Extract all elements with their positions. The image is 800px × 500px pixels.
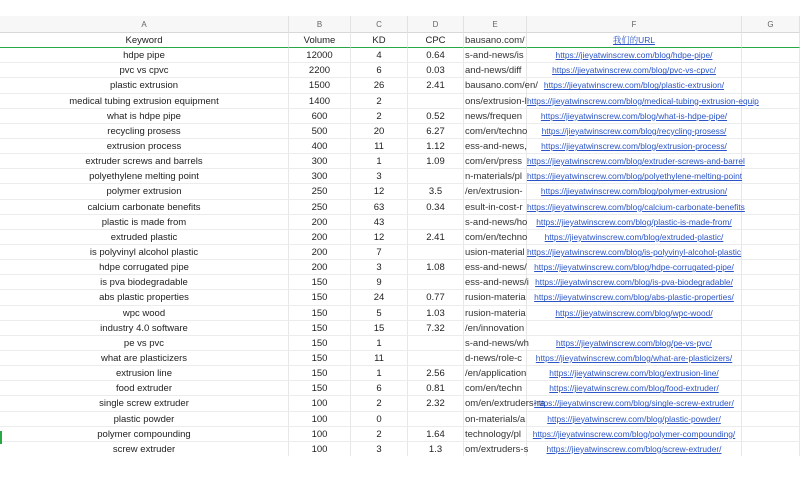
empty-cell[interactable] bbox=[742, 336, 800, 351]
keyword-cell[interactable]: polymer compounding bbox=[0, 427, 289, 442]
volume-cell[interactable]: 250 bbox=[289, 200, 351, 215]
empty-cell[interactable] bbox=[742, 396, 800, 411]
column-header-d[interactable]: D bbox=[408, 16, 464, 33]
keyword-cell[interactable]: extruder screws and barrels bbox=[0, 154, 289, 169]
keyword-cell[interactable]: extruded plastic bbox=[0, 230, 289, 245]
header-our-url[interactable]: 我们的URL bbox=[527, 33, 742, 48]
our-url-link[interactable]: https://jieyatwinscrew.com/blog/single-screw-extruder/ bbox=[527, 396, 742, 411]
volume-cell[interactable]: 150 bbox=[289, 351, 351, 366]
volume-cell[interactable]: 250 bbox=[289, 184, 351, 199]
our-url-link[interactable]: https://jieyatwinscrew.com/blog/plastic-is-made-from/ bbox=[527, 215, 742, 230]
column-header-c[interactable]: C bbox=[351, 16, 408, 33]
volume-cell[interactable]: 1400 bbox=[289, 94, 351, 109]
our-url-link[interactable]: https://jieyatwinscrew.com/blog/what-are-plasticizers/ bbox=[527, 351, 742, 366]
cpc-cell[interactable] bbox=[408, 169, 464, 184]
source-url-cell[interactable]: com/en/techn bbox=[464, 381, 527, 396]
kd-cell[interactable]: 7 bbox=[351, 245, 408, 260]
our-url-link[interactable]: https://jieyatwinscrew.com/blog/pvc-vs-cpvc/ bbox=[527, 63, 742, 78]
empty-cell[interactable] bbox=[742, 48, 800, 63]
volume-cell[interactable]: 200 bbox=[289, 230, 351, 245]
kd-cell[interactable]: 6 bbox=[351, 63, 408, 78]
source-url-cell[interactable]: technology/pl bbox=[464, 427, 527, 442]
source-url-cell[interactable]: /en/extrusion- bbox=[464, 184, 527, 199]
keyword-cell[interactable]: what is hdpe pipe bbox=[0, 109, 289, 124]
kd-cell[interactable]: 1 bbox=[351, 154, 408, 169]
kd-cell[interactable]: 0 bbox=[351, 412, 408, 427]
keyword-cell[interactable]: pe vs pvc bbox=[0, 336, 289, 351]
cpc-cell[interactable]: 2.41 bbox=[408, 78, 464, 93]
our-url-link[interactable]: https://jieyatwinscrew.com/blog/medical-tubing-extrusion-equip bbox=[527, 94, 742, 109]
cpc-cell[interactable]: 0.81 bbox=[408, 381, 464, 396]
volume-cell[interactable]: 150 bbox=[289, 366, 351, 381]
spreadsheet-grid bbox=[0, 16, 800, 457]
source-url-cell[interactable]: bausano.com/en/ bbox=[464, 78, 527, 93]
our-url-link[interactable]: https://jieyatwinscrew.com/blog/extruded-plastic/ bbox=[527, 230, 742, 245]
source-url-cell[interactable]: com/en/techno bbox=[464, 230, 527, 245]
blank-area bbox=[0, 456, 800, 500]
cpc-cell[interactable]: 0.34 bbox=[408, 200, 464, 215]
kd-cell[interactable]: 4 bbox=[351, 48, 408, 63]
kd-cell[interactable]: 1 bbox=[351, 366, 408, 381]
volume-cell[interactable]: 150 bbox=[289, 381, 351, 396]
empty-cell[interactable] bbox=[742, 109, 800, 124]
our-url-link[interactable]: https://jieyatwinscrew.com/blog/what-is-hdpe-pipe/ bbox=[527, 109, 742, 124]
empty-cell[interactable] bbox=[742, 215, 800, 230]
column-header-g[interactable]: G bbox=[742, 16, 800, 33]
empty-cell[interactable] bbox=[742, 427, 800, 442]
kd-cell[interactable]: 11 bbox=[351, 139, 408, 154]
our-url-link[interactable] bbox=[527, 321, 742, 336]
kd-cell[interactable]: 26 bbox=[351, 78, 408, 93]
our-url-link[interactable]: https://jieyatwinscrew.com/blog/polyethylene-melting-point bbox=[527, 169, 742, 184]
keyword-cell[interactable]: is pva biodegradable bbox=[0, 275, 289, 290]
cpc-cell[interactable] bbox=[408, 412, 464, 427]
header-kd[interactable]: KD bbox=[351, 33, 408, 48]
keyword-cell[interactable]: screw extruder bbox=[0, 442, 289, 457]
keyword-cell[interactable]: medical tubing extrusion equipment bbox=[0, 94, 289, 109]
empty-cell[interactable] bbox=[742, 78, 800, 93]
keyword-cell[interactable]: is polyvinyl alcohol plastic bbox=[0, 245, 289, 260]
volume-cell[interactable]: 300 bbox=[289, 154, 351, 169]
cpc-cell[interactable]: 2.41 bbox=[408, 230, 464, 245]
source-url-cell[interactable]: /en/application bbox=[464, 366, 527, 381]
cpc-cell[interactable] bbox=[408, 351, 464, 366]
volume-cell[interactable]: 100 bbox=[289, 412, 351, 427]
source-url-cell[interactable]: /en/innovation bbox=[464, 321, 527, 336]
empty-cell[interactable] bbox=[742, 200, 800, 215]
empty-cell[interactable] bbox=[742, 442, 800, 457]
row-selection-marker bbox=[0, 431, 2, 444]
our-url-link[interactable]: https://jieyatwinscrew.com/blog/extrusion-process/ bbox=[527, 139, 742, 154]
empty-cell[interactable] bbox=[742, 63, 800, 78]
volume-cell[interactable]: 2200 bbox=[289, 63, 351, 78]
our-url-link[interactable]: https://jieyatwinscrew.com/blog/plastic-extrusion/ bbox=[527, 78, 742, 93]
kd-cell[interactable]: 11 bbox=[351, 351, 408, 366]
cpc-cell[interactable] bbox=[408, 94, 464, 109]
source-url-cell[interactable]: s-and-news/is bbox=[464, 48, 527, 63]
source-url-cell[interactable]: on-materials/a bbox=[464, 412, 527, 427]
empty-cell[interactable] bbox=[742, 412, 800, 427]
kd-cell[interactable]: 2 bbox=[351, 427, 408, 442]
cpc-cell[interactable]: 1.09 bbox=[408, 154, 464, 169]
our-url-link[interactable]: https://jieyatwinscrew.com/blog/hdpe-corrugated-pipe/ bbox=[527, 260, 742, 275]
keyword-cell[interactable]: plastic powder bbox=[0, 412, 289, 427]
volume-cell[interactable]: 100 bbox=[289, 442, 351, 457]
our-url-link[interactable]: https://jieyatwinscrew.com/blog/calcium-carbonate-benefits bbox=[527, 200, 742, 215]
kd-cell[interactable]: 3 bbox=[351, 260, 408, 275]
volume-cell[interactable]: 100 bbox=[289, 427, 351, 442]
column-header-b[interactable]: B bbox=[289, 16, 351, 33]
cpc-cell[interactable]: 1.08 bbox=[408, 260, 464, 275]
our-url-link[interactable]: https://jieyatwinscrew.com/blog/extrusion-line/ bbox=[527, 366, 742, 381]
source-url-cell[interactable]: d-news/role-c bbox=[464, 351, 527, 366]
cpc-cell[interactable]: 1.03 bbox=[408, 306, 464, 321]
kd-cell[interactable]: 12 bbox=[351, 230, 408, 245]
our-url-link[interactable]: https://jieyatwinscrew.com/blog/hdpe-pipe/ bbox=[527, 48, 742, 63]
source-url-cell[interactable]: s-and-news/ho bbox=[464, 215, 527, 230]
kd-cell[interactable]: 15 bbox=[351, 321, 408, 336]
volume-cell[interactable]: 150 bbox=[289, 290, 351, 305]
our-url-link[interactable]: https://jieyatwinscrew.com/blog/wpc-wood/ bbox=[527, 306, 742, 321]
cpc-cell[interactable]: 3.5 bbox=[408, 184, 464, 199]
header-empty-g[interactable] bbox=[742, 33, 800, 48]
volume-cell[interactable]: 1500 bbox=[289, 78, 351, 93]
kd-cell[interactable]: 24 bbox=[351, 290, 408, 305]
column-header-a[interactable]: A bbox=[0, 16, 289, 33]
header-volume[interactable]: Volume bbox=[289, 33, 351, 48]
source-url-cell[interactable]: ess-and-news, bbox=[464, 139, 527, 154]
our-url-link[interactable]: https://jieyatwinscrew.com/blog/polymer-compounding/ bbox=[527, 427, 742, 442]
cpc-cell[interactable] bbox=[408, 336, 464, 351]
empty-cell[interactable] bbox=[742, 169, 800, 184]
cpc-cell[interactable]: 0.77 bbox=[408, 290, 464, 305]
empty-cell[interactable] bbox=[742, 290, 800, 305]
keyword-cell[interactable]: industry 4.0 software bbox=[0, 321, 289, 336]
keyword-cell[interactable]: polymer extrusion bbox=[0, 184, 289, 199]
volume-cell[interactable]: 150 bbox=[289, 321, 351, 336]
our-url-link[interactable]: https://jieyatwinscrew.com/blog/is-pva-biodegradable/ bbox=[527, 275, 742, 290]
keyword-cell[interactable]: recycling prosess bbox=[0, 124, 289, 139]
empty-cell[interactable] bbox=[742, 321, 800, 336]
volume-cell[interactable]: 100 bbox=[289, 396, 351, 411]
empty-cell[interactable] bbox=[742, 351, 800, 366]
source-url-cell[interactable]: om/extruders-s bbox=[464, 442, 527, 457]
keyword-cell[interactable]: single screw extruder bbox=[0, 396, 289, 411]
source-url-cell[interactable]: ess-and-news/i bbox=[464, 275, 527, 290]
keyword-cell[interactable]: extrusion line bbox=[0, 366, 289, 381]
cpc-cell[interactable] bbox=[408, 215, 464, 230]
our-url-link[interactable]: https://jieyatwinscrew.com/blog/is-polyvinyl-alcohol-plastic bbox=[527, 245, 742, 260]
empty-cell[interactable] bbox=[742, 366, 800, 381]
cpc-cell[interactable]: 1.3 bbox=[408, 442, 464, 457]
kd-cell[interactable]: 2 bbox=[351, 396, 408, 411]
cpc-cell[interactable]: 1.64 bbox=[408, 427, 464, 442]
volume-cell[interactable]: 12000 bbox=[289, 48, 351, 63]
keyword-cell[interactable]: hdpe pipe bbox=[0, 48, 289, 63]
source-url-cell[interactable]: ess-and-news/ bbox=[464, 260, 527, 275]
volume-cell[interactable]: 200 bbox=[289, 215, 351, 230]
cpc-cell[interactable]: 0.52 bbox=[408, 109, 464, 124]
cpc-cell[interactable]: 2.56 bbox=[408, 366, 464, 381]
kd-cell[interactable]: 3 bbox=[351, 169, 408, 184]
kd-cell[interactable]: 1 bbox=[351, 336, 408, 351]
keyword-cell[interactable]: pvc vs cpvc bbox=[0, 63, 289, 78]
our-url-link[interactable]: https://jieyatwinscrew.com/blog/plastic-powder/ bbox=[527, 412, 742, 427]
empty-cell[interactable] bbox=[742, 184, 800, 199]
empty-cell[interactable] bbox=[742, 154, 800, 169]
source-url-cell[interactable]: rusion-materia bbox=[464, 290, 527, 305]
empty-cell[interactable] bbox=[742, 124, 800, 139]
keyword-cell[interactable]: plastic is made from bbox=[0, 215, 289, 230]
source-url-cell[interactable]: n-materials/pl bbox=[464, 169, 527, 184]
volume-cell[interactable]: 150 bbox=[289, 336, 351, 351]
volume-cell[interactable]: 400 bbox=[289, 139, 351, 154]
our-url-link[interactable]: https://jieyatwinscrew.com/blog/recycling-prosess/ bbox=[527, 124, 742, 139]
source-url-cell[interactable]: usion-material bbox=[464, 245, 527, 260]
empty-cell[interactable] bbox=[742, 94, 800, 109]
cpc-cell[interactable]: 1.12 bbox=[408, 139, 464, 154]
column-header-f[interactable]: F bbox=[527, 16, 742, 33]
empty-cell[interactable] bbox=[742, 260, 800, 275]
source-url-cell[interactable]: com/en/press bbox=[464, 154, 527, 169]
source-url-cell[interactable]: s-and-news/wh bbox=[464, 336, 527, 351]
column-header-e[interactable]: E bbox=[464, 16, 527, 33]
cpc-cell[interactable]: 7.32 bbox=[408, 321, 464, 336]
empty-cell[interactable] bbox=[742, 139, 800, 154]
our-url-link[interactable]: https://jieyatwinscrew.com/blog/polymer-extrusion/ bbox=[527, 184, 742, 199]
keyword-cell[interactable]: extrusion process bbox=[0, 139, 289, 154]
our-url-link[interactable]: https://jieyatwinscrew.com/blog/extruder-screws-and-barrel bbox=[527, 154, 742, 169]
empty-cell[interactable] bbox=[742, 381, 800, 396]
empty-cell[interactable] bbox=[742, 275, 800, 290]
kd-cell[interactable]: 3 bbox=[351, 442, 408, 457]
cpc-cell[interactable]: 0.03 bbox=[408, 63, 464, 78]
cpc-cell[interactable] bbox=[408, 275, 464, 290]
kd-cell[interactable]: 2 bbox=[351, 94, 408, 109]
volume-cell[interactable]: 300 bbox=[289, 169, 351, 184]
volume-cell[interactable]: 500 bbox=[289, 124, 351, 139]
kd-cell[interactable]: 5 bbox=[351, 306, 408, 321]
volume-cell[interactable]: 200 bbox=[289, 260, 351, 275]
volume-cell[interactable]: 150 bbox=[289, 275, 351, 290]
header-cpc[interactable]: CPC bbox=[408, 33, 464, 48]
kd-cell[interactable]: 12 bbox=[351, 184, 408, 199]
our-url-link[interactable]: https://jieyatwinscrew.com/blog/food-extruder/ bbox=[527, 381, 742, 396]
cpc-cell[interactable] bbox=[408, 245, 464, 260]
keyword-cell[interactable]: hdpe corrugated pipe bbox=[0, 260, 289, 275]
keyword-cell[interactable]: wpc wood bbox=[0, 306, 289, 321]
header-keyword[interactable]: Keyword bbox=[0, 33, 289, 48]
source-url-cell[interactable]: com/en/techno bbox=[464, 124, 527, 139]
kd-cell[interactable]: 20 bbox=[351, 124, 408, 139]
volume-cell[interactable]: 150 bbox=[289, 306, 351, 321]
source-url-cell[interactable]: om/en/extruders-ra bbox=[464, 396, 527, 411]
kd-cell[interactable]: 63 bbox=[351, 200, 408, 215]
keyword-cell[interactable]: polyethylene melting point bbox=[0, 169, 289, 184]
source-url-cell[interactable]: ons/extrusion-l bbox=[464, 94, 527, 109]
source-url-cell[interactable]: rusion-materia bbox=[464, 306, 527, 321]
keyword-cell[interactable]: plastic extrusion bbox=[0, 78, 289, 93]
kd-cell[interactable]: 43 bbox=[351, 215, 408, 230]
empty-cell[interactable] bbox=[742, 245, 800, 260]
cpc-cell[interactable]: 0.64 bbox=[408, 48, 464, 63]
source-url-cell[interactable]: and-news/diff bbox=[464, 63, 527, 78]
kd-cell[interactable]: 2 bbox=[351, 109, 408, 124]
cpc-cell[interactable]: 6.27 bbox=[408, 124, 464, 139]
our-url-link[interactable]: https://jieyatwinscrew.com/blog/screw-extruder/ bbox=[527, 442, 742, 457]
our-url-link[interactable]: https://jieyatwinscrew.com/blog/pe-vs-pvc/ bbox=[527, 336, 742, 351]
keyword-cell[interactable]: what are plasticizers bbox=[0, 351, 289, 366]
volume-cell[interactable]: 600 bbox=[289, 109, 351, 124]
cpc-cell[interactable]: 2.32 bbox=[408, 396, 464, 411]
our-url-link[interactable]: https://jieyatwinscrew.com/blog/abs-plastic-properties/ bbox=[527, 290, 742, 305]
keyword-cell[interactable]: calcium carbonate benefits bbox=[0, 200, 289, 215]
empty-cell[interactable] bbox=[742, 230, 800, 245]
keyword-cell[interactable]: food extruder bbox=[0, 381, 289, 396]
keyword-cell[interactable]: abs plastic properties bbox=[0, 290, 289, 305]
kd-cell[interactable]: 6 bbox=[351, 381, 408, 396]
source-url-cell[interactable]: esult-in-cost-r bbox=[464, 200, 527, 215]
source-url-cell[interactable]: news/frequen bbox=[464, 109, 527, 124]
kd-cell[interactable]: 9 bbox=[351, 275, 408, 290]
header-source[interactable]: bausano.com/ bbox=[464, 33, 527, 48]
empty-cell[interactable] bbox=[742, 306, 800, 321]
volume-cell[interactable]: 200 bbox=[289, 245, 351, 260]
